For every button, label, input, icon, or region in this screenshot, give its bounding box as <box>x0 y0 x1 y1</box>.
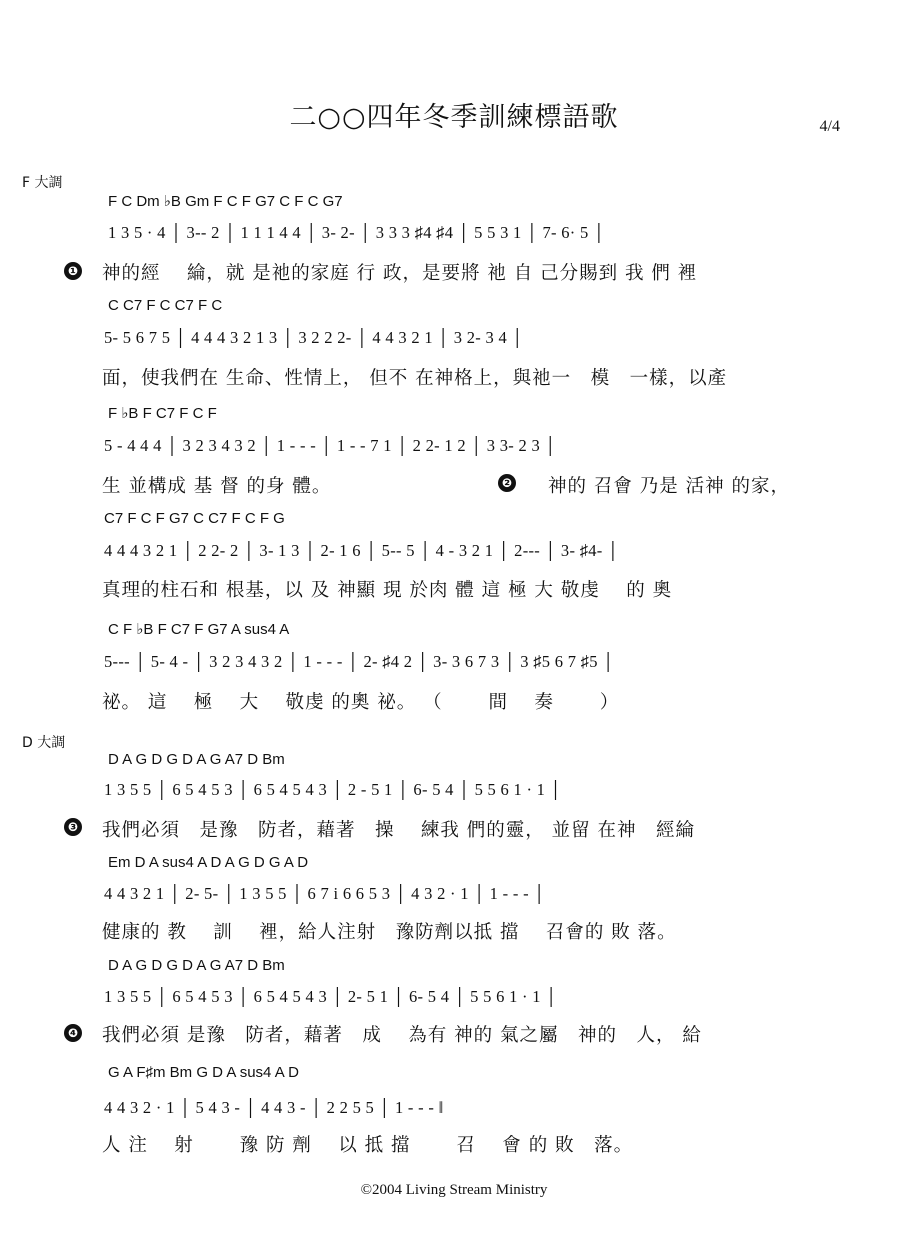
chord-line: C F ♭B F C7 F G7 A sus4 A <box>108 621 290 638</box>
verse-number-2: ❷ <box>498 474 516 492</box>
key-label-f-major: F 大調 <box>22 175 63 191</box>
chord-line: F C Dm ♭B Gm F C F G7 C F C G7 <box>108 193 343 210</box>
notation-line: 4 4 3 2 1 │ 2- 5- │ 1 3 5 5 │ 6 7 i 6 6 5 3 │ 4 3 2 · 1 │ 1 - - - │ <box>104 884 546 903</box>
key-label-d-major: D 大調 <box>22 735 66 751</box>
chord-line: C C7 F C C7 F C <box>108 297 223 314</box>
lyric-line: 健康的 教 訓 裡，給人注射 豫防劑以抵 擋 召會的 敗 落。 <box>102 922 677 943</box>
chord-line: F ♭B F C7 F C F <box>108 405 217 422</box>
lyric-line: 人 注 射 豫 防 劑 以 抵 擋 召 會 的 敗 落。 <box>102 1135 634 1156</box>
verse-number-3: ❸ <box>64 818 82 836</box>
notation-line: 4 4 3 2 · 1 │ 5 4 3 - │ 4 4 3 - │ 2 2 5 5 │ 1 - - - ‖ <box>104 1098 444 1117</box>
notation-line: 1 3 5 5 │ 6 5 4 5 3 │ 6 5 4 5 4 3 │ 2- 5 1 │ 6- 5 4 │ 5 5 6 1 · 1 │ <box>104 987 558 1006</box>
lyric-line: 我們必須 是豫 防者，藉著 成 為有 神的 氣之屬 神的 人， 給 <box>102 1025 702 1046</box>
lyric-line: 神的經 綸，就 是祂的家庭 行 政，是要將 祂 自 己分賜到 我 們 裡 <box>102 263 698 284</box>
notation-line: 1 3 5 5 │ 6 5 4 5 3 │ 6 5 4 5 4 3 │ 2 - 5 1 │ 6- 5 4 │ 5 5 6 1 · 1 │ <box>104 780 562 799</box>
lyric-line: 面，使我們在 生命、性情上， 但不 在神格上，與祂一 模 一樣，以產 <box>102 368 728 389</box>
notation-line: 4 4 4 3 2 1 │ 2 2- 2 │ 3- 1 3 │ 2- 1 6 │ 5-- 5 │ 4 - 3 2 1 │ 2--- │ 3- ♯4- │ <box>104 541 620 560</box>
song-title: 二○○四年冬季訓練標語歌 <box>289 102 619 133</box>
notation-line: 5- 5 6 7 5 │ 4 4 4 3 2 1 3 │ 3 2 2 2- │ 4 4 3 2 1 │ 3 2- 3 4 │ <box>104 328 524 347</box>
notation-line: 1 3 5 · 4 │ 3-- 2 │ 1 1 1 4 4 │ 3- 2- │ 3 3 3 ♯4 ♯4 │ 5 5 3 1 │ 7- 6· 5 │ <box>108 223 605 242</box>
verse-number-4: ❹ <box>64 1024 82 1042</box>
chord-line: D A G D G D A G A7 D Bm <box>108 751 285 768</box>
lyric-line: 祕。 這 極 大 敬虔 的奧 祕。 （ 間 奏 ） <box>102 692 620 713</box>
chord-line: Em D A sus4 A D A G D G A D <box>108 854 309 871</box>
copyright-notice: ©2004 Living Stream Ministry <box>360 1182 548 1198</box>
lyric-line: 神的 召會 乃是 活神 的家， <box>548 476 791 497</box>
notation-line: 5--- │ 5- 4 - │ 3 2 3 4 3 2 │ 1 - - - │ 2- ♯4 2 │ 3- 3 6 7 3 │ 3 ♯5 6 7 ♯5 │ <box>104 652 615 671</box>
chord-line: C7 F C F G7 C C7 F C F G <box>104 510 285 527</box>
notation-line: 5 - 4 4 4 │ 3 2 3 4 3 2 │ 1 - - - │ 1 - - 7 1 │ 2 2- 1 2 │ 3 3- 2 3 │ <box>104 436 557 455</box>
lyric-line: 生 並構成 基 督 的身 體。 <box>102 476 332 497</box>
time-signature: 4/4 <box>819 118 840 135</box>
chord-line: D A G D G D A G A7 D Bm <box>108 957 285 974</box>
lyric-line: 真理的柱石和 根基，以 及 神顯 現 於肉 體 這 極 大 敬虔 的 奧 <box>102 580 673 601</box>
chord-line: G A F♯m Bm G D A sus4 A D <box>108 1064 299 1081</box>
lyric-line: 我們必須 是豫 防者，藉著 操 練我 們的靈， 並留 在神 經綸 <box>102 820 696 841</box>
verse-number-1: ❶ <box>64 262 82 280</box>
